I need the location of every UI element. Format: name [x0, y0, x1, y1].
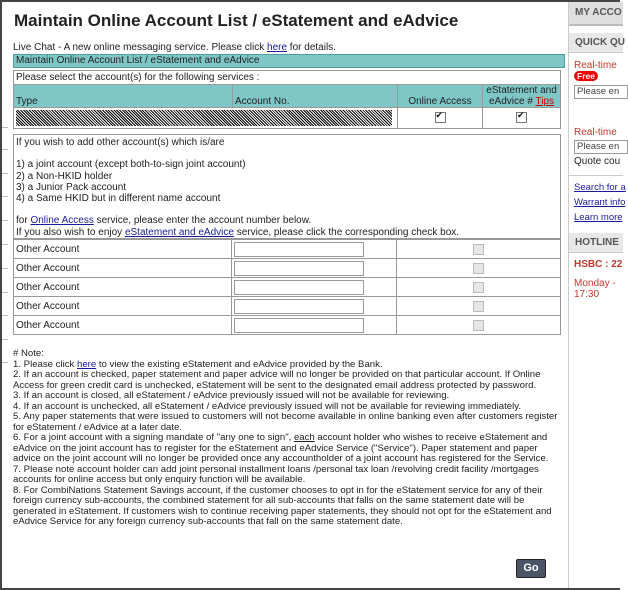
quick-quote-header: QUICK QU [569, 33, 623, 53]
live-chat-here-link[interactable]: here [267, 42, 288, 53]
other-account-row: Other Account [14, 297, 561, 316]
other-account-checkbox[interactable] [473, 301, 484, 312]
realtime-label: Real-time [574, 60, 617, 71]
free-badge: Free [574, 71, 598, 81]
hotline-hours: Monday - [574, 278, 616, 289]
additional-accounts-info: If you wish to add other account(s) which is/are 1) a joint account (except both-to-sign joint account) 2) a Non-HKID holder 3) a Junior Pack account 4) a Same HKID but in different name account for Online Access service, please enter the account number below. If you also wish to enjoy eStatement and eAdvice service, please click the corresponding check box. [13, 134, 561, 239]
page-title: Maintain Online Account List / eStatement and eAdvice [14, 11, 459, 30]
other-accounts-table [13, 239, 561, 335]
right-sidebar [568, 2, 626, 588]
search-link[interactable]: Search for a [574, 182, 626, 193]
estatement-link[interactable]: eStatement and eAdvice [124, 226, 234, 238]
live-chat-notice: Live Chat - A new online messaging service. Please click here for details. [13, 42, 336, 53]
tips-link[interactable]: Tips [535, 96, 555, 107]
other-account-input[interactable] [234, 261, 364, 276]
learn-more-link[interactable]: Learn more [574, 212, 623, 223]
notes-section: # Note: 1. Please click here to view the existing eStatement and eAdvice provided by the Bank. 2. If an account is checked, paper statement and paper advice will no longer be provided on that particular account. If Online Access for green credit card is unchecked, eStatement will be sent to the designated email address protected by password. 3. If an account is closed, all eStatement / eAdvice previously issued will not be available for reviewing. 4. If an account is unchecked, all eStatement / eAdvice previously issued will not be available for reviewing immediately. 5. Any paper statements that were issued to customers will not become available in online banking even after customers register for eStatement / eAdvice at a later date. 6. For a joint account with a signing mandate of "any one to sign", each account holder who wishes to receive eStatement and eAdvice on the joint account has to register for the eStatement and eAdvice Service ("Service"). Paper statement and paper advice on the joint account will no longer be provided once any accountholder of a joint account has registered for the Service. 7. Please note account holder can add joint personal installment loans /personal tax loan /revolving credit facility /mortgages accounts for online access but only enquiry function will be available. 8. For CombiNations Statement Savings account, if the customer chooses to opt in for the eStatement service for any of their foreign currency sub-accounts, the combined statement for all sub-accounts that falls on the same statement date will be generated in eStatement. If customers wish to continue receiving paper statements, they should not opt for the eStatement and eAdvice Service for any foreign currency sub-accounts that fall on the same statement date. [13, 348, 558, 528]
col-estatement: eStatement and eAdvice # Tips [483, 85, 561, 108]
masked-account [14, 108, 398, 129]
select-prompt: Please select the account(s) for the following services : [14, 71, 561, 85]
other-account-checkbox[interactable] [473, 263, 484, 274]
existing-estatement-here-link[interactable]: here [77, 358, 97, 370]
estatement-checkbox[interactable] [516, 112, 527, 123]
account-table-header [14, 85, 561, 108]
other-account-row: Other Account [14, 259, 561, 278]
other-account-row: Other Account [14, 240, 561, 259]
warrant-info-link[interactable]: Warrant info [574, 197, 626, 208]
hotline-header: HOTLINE [569, 233, 623, 253]
quote-input[interactable]: Please en [574, 85, 628, 99]
section-bar: Maintain Online Account List / eStatement and eAdvice [13, 54, 565, 68]
other-account-input[interactable] [234, 280, 364, 295]
account-table [13, 70, 561, 129]
account-redaction [16, 110, 392, 126]
realtime-label-2: Real-time [574, 127, 617, 138]
other-account-checkbox[interactable] [473, 320, 484, 331]
left-scroll-edge [2, 2, 8, 588]
hotline-hours-end: 17:30 [574, 289, 600, 300]
other-account-input[interactable] [234, 318, 364, 333]
main-content [13, 2, 565, 528]
go-button[interactable]: Go [516, 559, 546, 578]
quote-input-2[interactable]: Please en [574, 140, 628, 154]
other-account-checkbox[interactable] [473, 244, 484, 255]
col-account-no: Account No. [233, 85, 398, 108]
hsbc-hotline: HSBC : 22 [574, 259, 623, 270]
col-online-access: Online Access [398, 85, 483, 108]
other-account-input[interactable] [234, 299, 364, 314]
online-access-checkbox[interactable] [435, 112, 446, 123]
other-account-checkbox[interactable] [473, 282, 484, 293]
col-type: Type [14, 85, 233, 108]
quote-count: Quote cou [574, 156, 621, 167]
online-access-link[interactable]: Online Access [30, 215, 94, 227]
other-account-row: Other Account [14, 278, 561, 297]
account-row [14, 108, 561, 129]
other-account-input[interactable] [234, 242, 364, 257]
other-account-row: Other Account [14, 316, 561, 335]
my-account-header: MY ACCO [569, 2, 623, 26]
